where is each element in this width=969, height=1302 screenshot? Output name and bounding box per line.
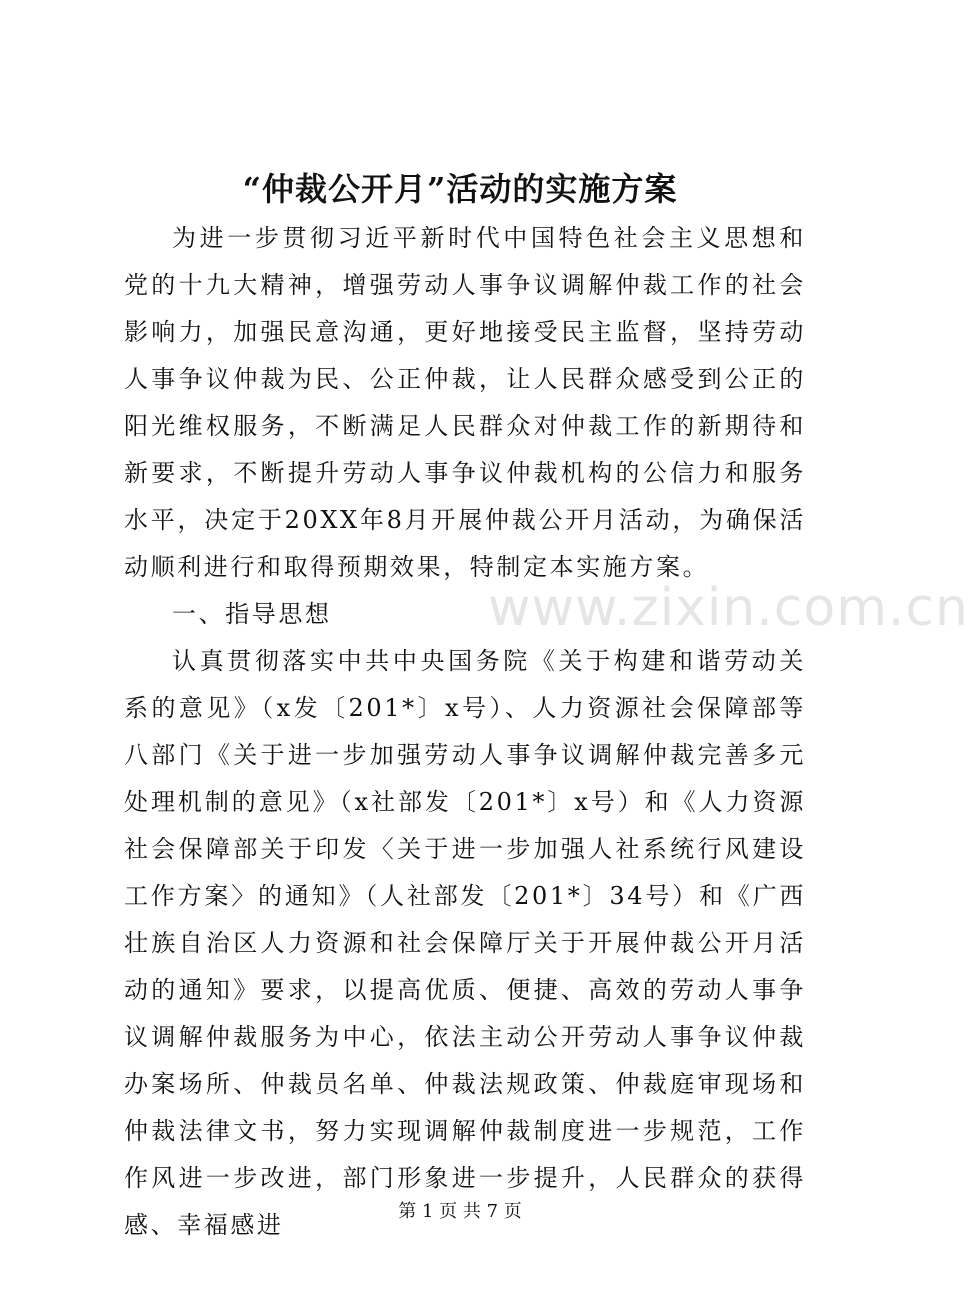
section-heading: 一、指导思想 xyxy=(172,600,332,628)
page-footer: 第 1 页 共 7 页 xyxy=(398,1201,522,1222)
document-title: “仲裁公开月”活动的实施方案 xyxy=(242,170,678,208)
watermark: www.zixin.com.cn xyxy=(488,578,969,638)
section-paragraph: 认真贯彻落实中共中央国务院《关于构建和谐劳动关系的意见》（x发〔201*〕x号）、人力资源社会保障部等八部门《关于进一步加强劳动人事争议调解仲裁完善多元处理机制的意见》（x社部发〔201*〕x号）和《人力资源社会保障部关于印发〈关于进一步加强人社系统行风建设工作方案〉的通知》（人社部发〔201*〕34号）和《广西壮族自治区人力资源和社会保障厅关于开展仲裁公开月活动的通知》要求，以提高优质、便捷、高效的劳动人事争议调解仲裁服务为中心，依法主动公开劳动人事争议仲裁办案场所、仲裁员名单、仲裁法规政策、仲裁庭审现场和仲裁法律文书，努力实现调解仲裁制度进一步规范，工作作风进一步改进，部门形象进一步提升，人民群众的获得感、幸福感进 xyxy=(124,647,806,1239)
document-body xyxy=(124,215,806,1249)
intro-paragraph: 为进一步贯彻习近平新时代中国特色社会主义思想和党的十九大精神，增强劳动人事争议调解仲裁工作的社会影响力，加强民意沟通，更好地接受民主监督，坚持劳动人事争议仲裁为民、公正仲裁，让人民群众感受到公正的阳光维权服务，不断满足人民群众对仲裁工作的新期待和新要求，不断提升劳动人事争议仲裁机构的公信力和服务水平，决定于20XX年8月开展仲裁公开月活动，为确保活动顺利进行和取得预期效果，特制定本实施方案。 xyxy=(124,224,806,581)
